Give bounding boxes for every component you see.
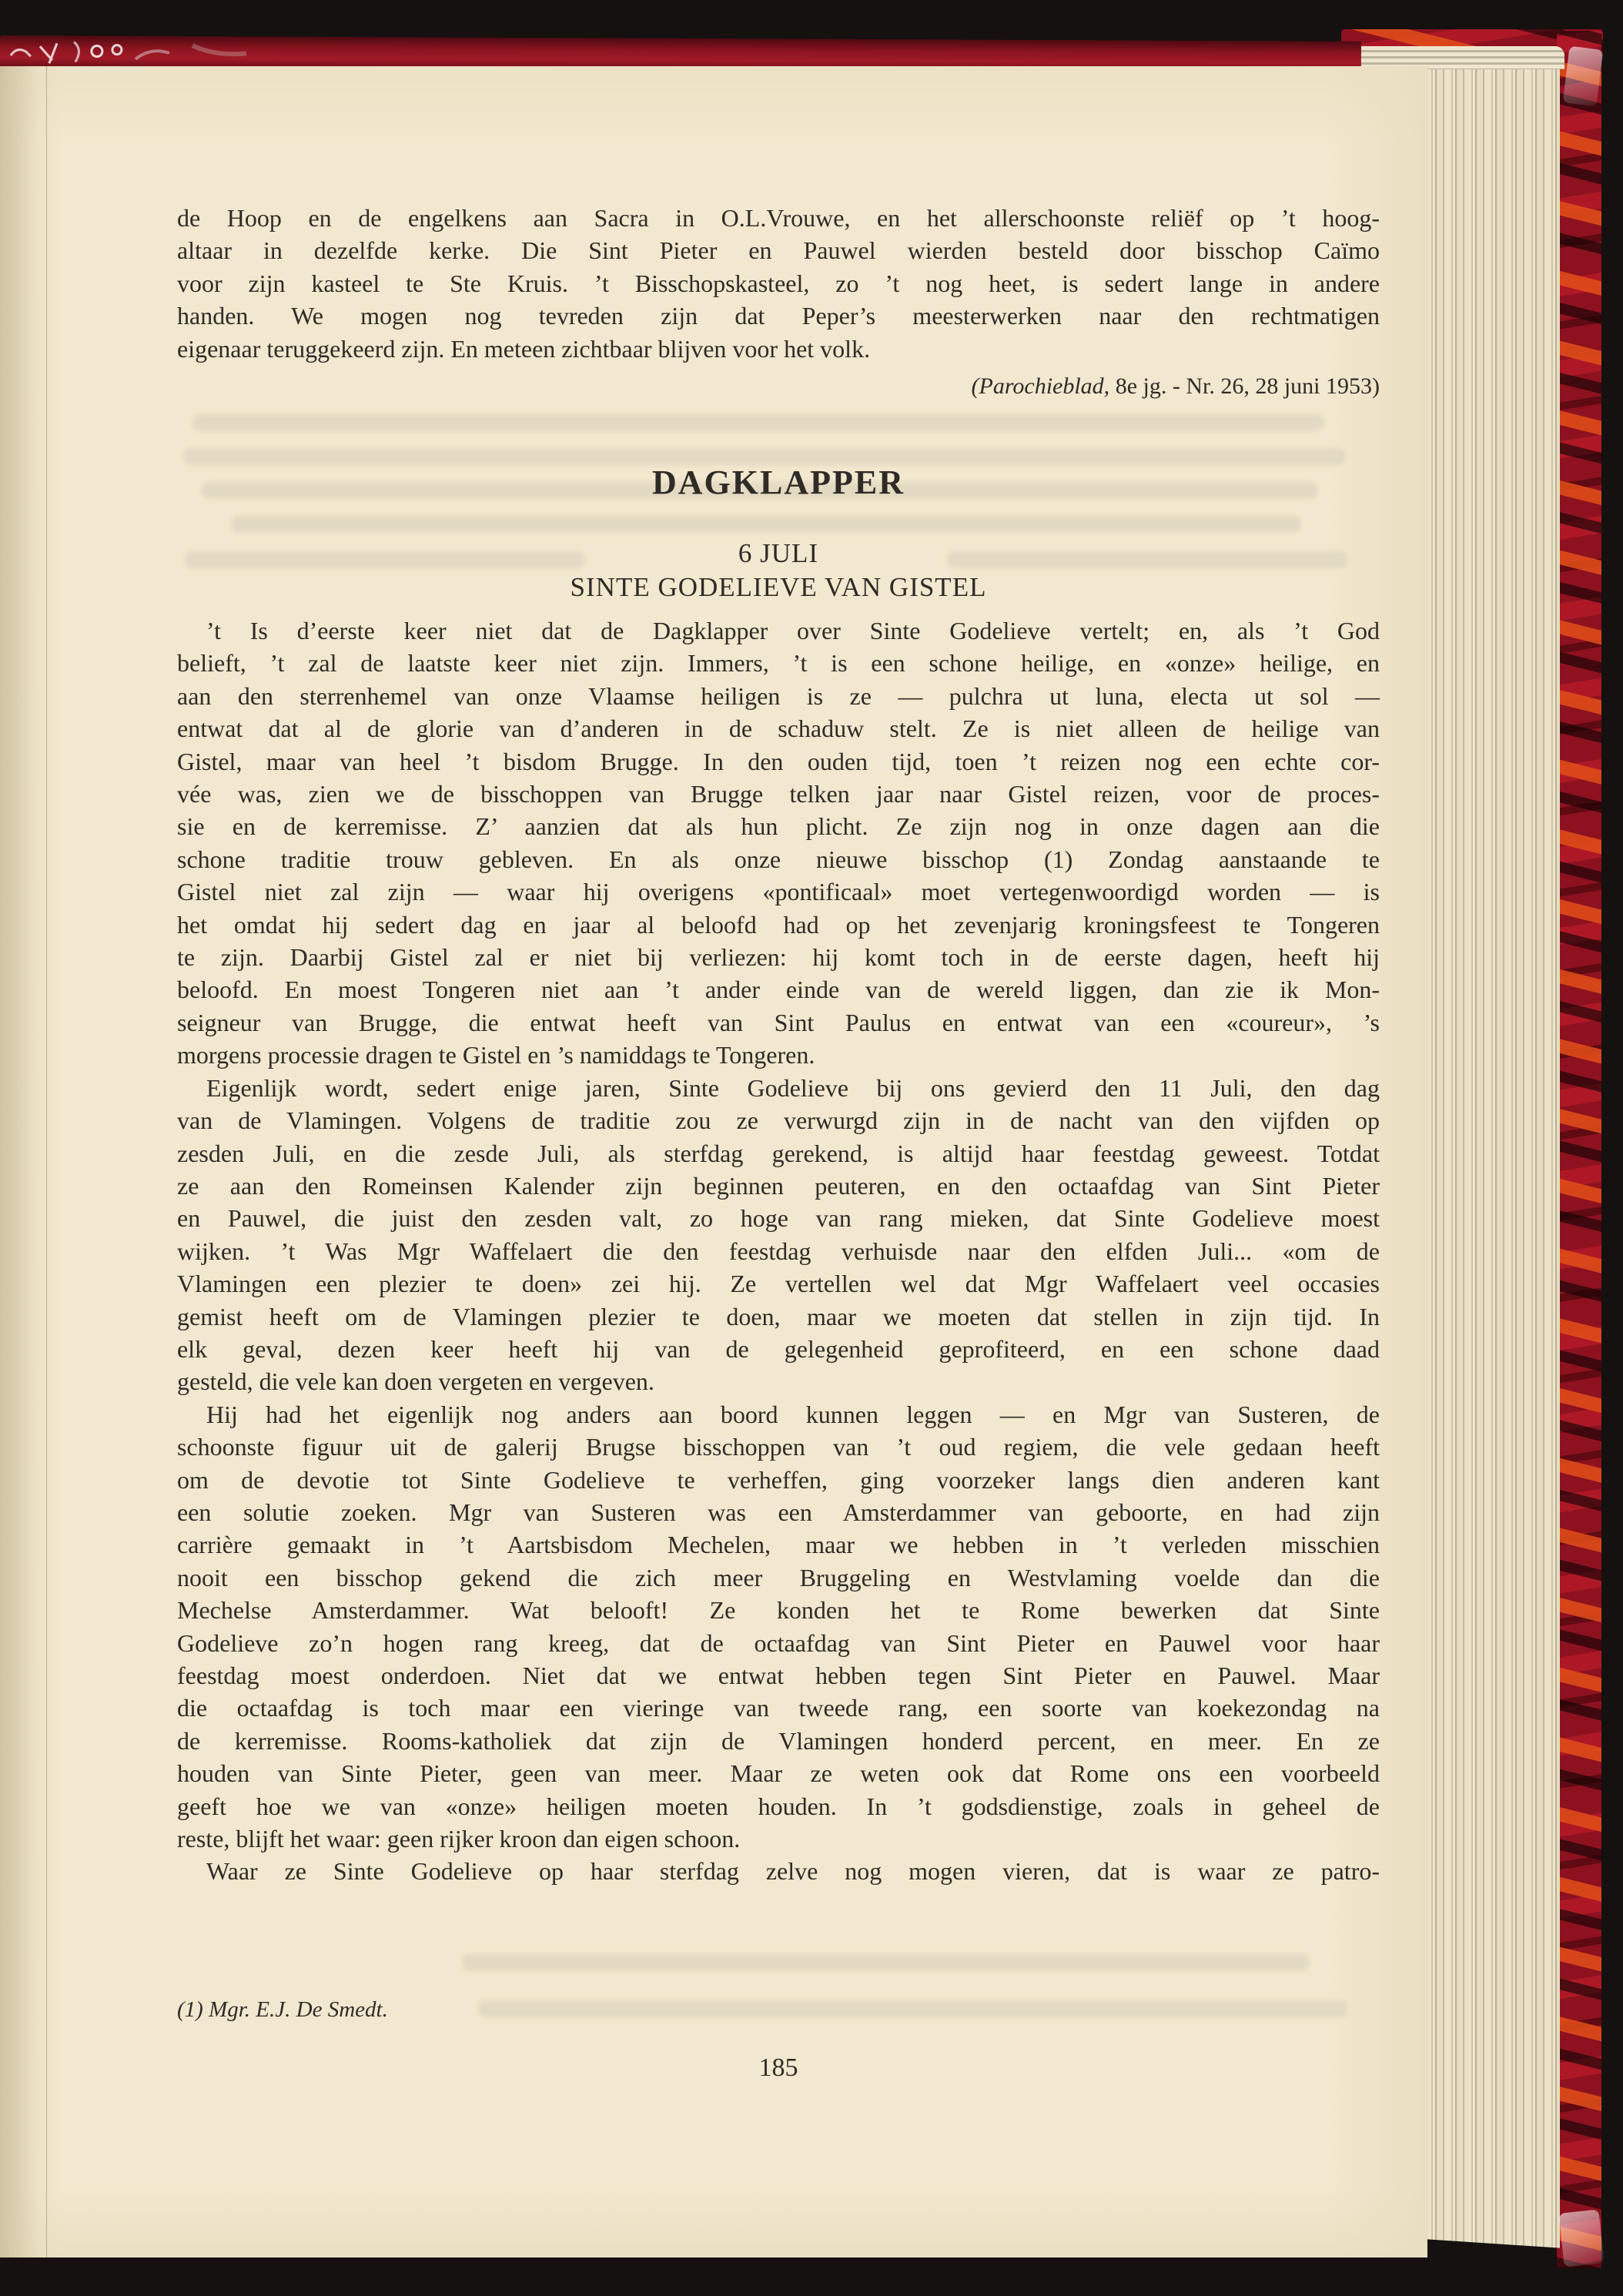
text-line: Mechelse Amsterdammer. Wat belooft! Ze konden het te Rome bewerken dat Sinte [177, 1596, 1380, 1625]
text-line: een solutie zoeken. Mgr van Susteren was een Amsterdammer van geboorte, en had zijn [177, 1498, 1380, 1526]
attribution-detail: 8e jg. - Nr. 26, 28 juni 1953) [1109, 373, 1380, 399]
paragraph [177, 202, 1380, 365]
book-cover-marbled-right-edge [1557, 31, 1601, 2268]
paragraph [177, 1072, 1380, 1398]
text-line: elk geval, dezen keer heeft hij van de gelegenheid geprofiteerd, en een schone daad [177, 1334, 1380, 1363]
ink-bleedthrough [192, 414, 1324, 431]
text-line: Gistel, maar van heel ’t bisdom Brugge. In den ouden tijd, toen ’t reizen nog een echte cor- [177, 747, 1380, 775]
text-line: gesteld, die vele kan doen vergeten en vergeven. [177, 1367, 654, 1396]
text-line: om de devotie tot Sinte Godelieve te verheffen, ging voorzeker langs dien anderen kant [177, 1465, 1380, 1494]
text-line: gemist heeft om de Vlamingen plezier te doen, maar we moeten dat stellen in zijn tijd. In [177, 1302, 1380, 1330]
text-line: carrière gemaakt in ’t Aartsbisdom Mechelen, maar we hebben in ’t verleden misschien [177, 1531, 1380, 1559]
text-line: Waar ze Sinte Godelieve op haar sterfdag zelve nog mogen vieren, dat is waar ze patro- [206, 1857, 1380, 1886]
text-line: geeft hoe we van «onze» heiligen moeten houden. In ’t godsdienstige, zoals in geheel de [177, 1792, 1380, 1820]
text-line: Godelieve zo’n hogen rang kreeg, dat de octaafdag van Sint Pieter en Pauwel voor haar [177, 1628, 1380, 1657]
intro-paragraph [177, 202, 1380, 365]
text-line: te zijn. Daarbij Gistel zal er niet bij verliezen: hij komt toch in de eerste dagen, heeft hij [177, 943, 1380, 972]
text-line: feestdag moest onderdoen. Niet dat we entwat hebben tegen Sint Pieter en Pauwel. Maar [177, 1662, 1380, 1689]
text-line: ze aan den Romeinsen Kalender zijn beginnen peuteren, en den octaafdag van Sint Pieter [177, 1171, 1380, 1200]
footnote: (1) Mgr. E.J. De Smedt. [177, 1997, 388, 2022]
text-line: eigenaar teruggekeerd zijn. En meteen zichtbaar blijven voor het volk. [177, 334, 871, 363]
text-line: en Pauwel, die juist den zesden valt, zo hoge van rang mieken, dat Sinte Godelieve moest [177, 1204, 1380, 1233]
section-heading: DAGKLAPPER [652, 464, 905, 501]
page-gutter-shadow [0, 66, 47, 2258]
text-line: Gistel niet zal zijn — waar hij overigens «pontificaal» moet vertegenwoordigd worden — is [177, 878, 1380, 906]
text-line: sie en de kerremisse. Z’ aanzien dat als hun plicht. Ze zijn nog in onze dagen aan die [177, 812, 1380, 841]
text-line: aan den sterrenhemel van onze Vlaamse heiligen is ze — pulchra ut luna, electa ut sol — [177, 681, 1380, 710]
paragraph [177, 614, 1380, 1072]
text-line: nooit een bisschop gekend die zich meer Bruggeling en Westvlaming voelde dan die [177, 1563, 1380, 1591]
page-stack-edges-right [1424, 46, 1560, 2259]
text-line: houden van Sinte Pieter, geen van meer. Maar ze weten ook dat Rome ons een voorbeeld [177, 1759, 1380, 1788]
text-line: altaar in dezelfde kerke. Die Sint Pieter en Pauwel wierden besteld door bisschop Caïmo [177, 236, 1380, 265]
text-line: voor zijn kasteel te Ste Kruis. ’t Bisschopskasteel, zo ’t nog heet, is sedert lange in andere [177, 269, 1380, 297]
attribution-source: (Parochieblad, [971, 373, 1110, 399]
text-line: zesden Juli, en die zesde Juli, als sterfdag gerekend, is altijd haar feestdag geweest. Totdat [177, 1139, 1380, 1167]
text-line: schone traditie trouw gebleven. En als onze nieuwe bisschop (1) Zondag aanstaande te [177, 845, 1380, 873]
tape-glint-top [1563, 46, 1604, 107]
text-line: wijken. ’t Was Mgr Waffelaert die den feestdag verhuisde naar den elfden Juli... «om de [177, 1237, 1380, 1265]
book-page [0, 66, 1427, 2258]
text-line: de Hoop en de engelkens aan Sacra in O.L.Vrouwe, en het allerschoonste reliëf op ’t hoog- [177, 204, 1380, 232]
tape-glint-bottom [1558, 2209, 1604, 2267]
text-line: ’t Is d’eerste keer niet dat de Dagklapper over Sinte Godelieve vertelt; en, als ’t God [206, 617, 1380, 644]
text-line: beloofd. En moest Tongeren niet aan ’t ander einde van de wereld liggen, dan zie ik Mon- [177, 976, 1380, 1004]
text-line: entwat dat al de glorie van d’anderen in de schaduw stelt. Ze is niet alleen de heilige van [177, 715, 1380, 743]
text-line: het omdat hij sedert dag en jaar al beloofd had op het zevenjarig kroningsfeest te Tongeren [177, 910, 1380, 939]
page-number: 185 [758, 2053, 798, 2082]
ink-bleedthrough [462, 1954, 1309, 1971]
text-line: belieft, ’t zal de laatste keer niet zijn. Immers, ’t is een schone heilige, en «onze» heilige, en [177, 649, 1380, 678]
ink-bleedthrough [183, 448, 1346, 465]
text-line: seigneur van Brugge, die entwat heeft van Sint Paulus en entwat van een «coureur», ’s [177, 1008, 1380, 1036]
text-line: van de Vlamingen. Volgens de traditie zou ze verwurgd zijn in de nacht van den vijfden op [177, 1106, 1380, 1135]
text-line: handen. We mogen nog tevreden zijn dat Peper’s meesterwerken naar den rechtmatigen [177, 302, 1380, 330]
text-line: die octaafdag is toch maar een vieringe van tweede rang, een soorte van koekezondag na [177, 1694, 1380, 1722]
source-attribution [177, 373, 1380, 400]
text-line: Vlamingen een plezier te doen» zei hij. Ze vertellen wel dat Mgr Waffelaert veel occasies [177, 1270, 1380, 1298]
text-line: de kerremisse. Rooms-katholiek dat zijn de Vlamingen honderd percent, en meer. En ze [177, 1726, 1380, 1755]
body-text [177, 614, 1380, 1888]
text-line: Eigenlijk wordt, sedert enige jaren, Sinte Godelieve bij ons gevierd den 11 Juli, den dag [206, 1073, 1380, 1102]
ink-bleedthrough [231, 516, 1301, 533]
text-line: morgens processie dragen te Gistel en ’s namiddags te Tongeren. [177, 1041, 815, 1069]
text-line: Hij had het eigenlijk nog anders aan boord kunnen leggen — en Mgr van Susteren, de [206, 1400, 1380, 1428]
entry-title-heading: SINTE GODELIEVE VAN GISTEL [570, 572, 987, 602]
entry-date-heading: 6 JULI [738, 538, 819, 568]
text-line: reste, blijft het waar: geen rijker kroon dan eigen schoon. [177, 1825, 741, 1853]
text-line: vée was, zien we de bisschoppen van Brugge telken jaar naar Gistel reizen, voor de proces- [177, 780, 1380, 808]
text-line: schoonste figuur uit de galerij Brugse bisschoppen van ’t oud regiem, die vele gedaan heeft [177, 1433, 1380, 1461]
paragraph [177, 1398, 1380, 1856]
paragraph [177, 1855, 1380, 1887]
